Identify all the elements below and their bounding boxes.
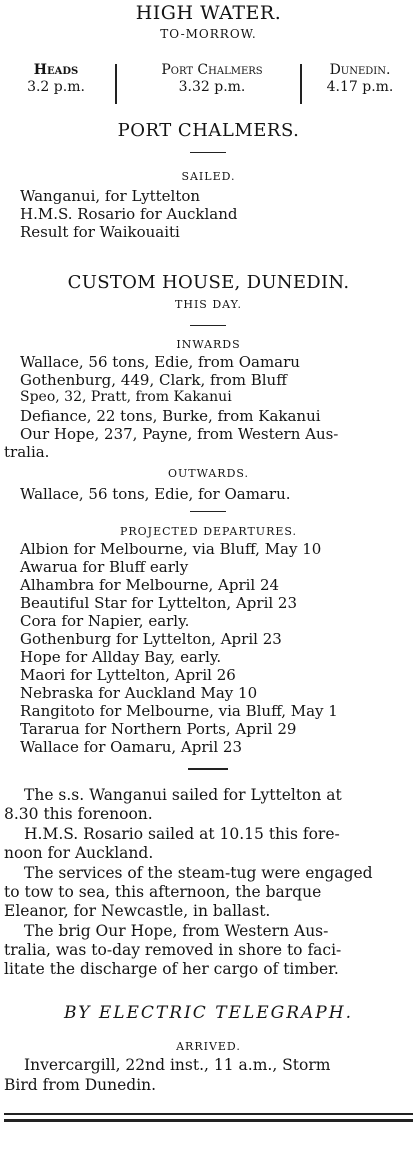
tide-divider: [300, 64, 302, 104]
tide-heads-time: 3.2 p.m.: [27, 79, 85, 95]
projected-item: Maori for Lyttelton, April 26: [20, 666, 236, 684]
projected-item: Hope for Allday Bay, early.: [20, 648, 222, 666]
news-paragraph-line: tralia, was to-day removed in shore to faci-: [4, 941, 342, 959]
divider: [190, 325, 226, 326]
tide-dunedin-time: 4.17 p.m.: [326, 79, 394, 95]
divider: [190, 152, 226, 153]
closing-rule: [4, 1119, 413, 1122]
projected-item: Awarua for Bluff early: [20, 558, 189, 576]
projected-item: Wallace for Oamaru, April 23: [20, 738, 242, 756]
sailed-heading: SAILED.: [181, 170, 236, 183]
projected-heading: PROJECTED DEPARTURES.: [119, 525, 298, 538]
tide-divider: [115, 64, 117, 104]
tide-dunedin: [306, 62, 414, 96]
projected-item: Albion for Melbourne, via Bluff, May 10: [20, 540, 322, 558]
closing-rule: [4, 1113, 413, 1115]
outwards-heading: OUTWARDS.: [167, 467, 250, 480]
divider: [188, 768, 228, 770]
news-paragraph-line: The s.s. Wanganui sailed for Lyttelton at: [24, 786, 342, 804]
custom-house-title: CUSTOM HOUSE, DUNEDIN.: [67, 272, 350, 293]
telegraph-title: BY ELECTRIC TELEGRAPH.: [64, 1003, 353, 1023]
inwards-item: Speo, 32, Pratt, from Kakanui: [20, 389, 232, 405]
high-water-title: HIGH WATER.: [135, 2, 282, 24]
inwards-item: Defiance, 22 tons, Burke, from Kakanui: [20, 407, 321, 425]
projected-item: Tararua for Northern Ports, April 29: [20, 720, 297, 738]
tide-port-chalmers-label: Port Chalmers: [161, 62, 263, 78]
arrived-heading: ARRIVED.: [176, 1040, 241, 1053]
tide-port-chalmers: [122, 62, 302, 96]
news-paragraph-line: H.M.S. Rosario sailed at 10.15 this fore-: [24, 825, 340, 843]
sailed-item: Wanganui, for Lyttelton: [20, 187, 201, 205]
tide-port-chalmers-time: 3.32 p.m.: [178, 79, 246, 95]
tide-heads: [12, 62, 100, 96]
telegraph-line: Invercargill, 22nd inst., 11 a.m., Storm: [24, 1056, 331, 1074]
tide-heads-label: Heads: [33, 62, 79, 78]
projected-item: Rangitoto for Melbourne, via Bluff, May 1: [20, 702, 338, 720]
inwards-item: tralia.: [4, 443, 50, 461]
news-paragraph-line: Eleanor, for Newcastle, in ballast.: [4, 902, 271, 920]
inwards-heading: INWARDS: [176, 338, 241, 351]
inwards-item: Gothenburg, 449, Clark, from Bluff: [20, 371, 287, 389]
projected-item: Nebraska for Auckland May 10: [20, 684, 258, 702]
sailed-item: H.M.S. Rosario for Auckland: [20, 205, 238, 223]
projected-item: Cora for Napier, early.: [20, 612, 190, 630]
port-chalmers-title: PORT CHALMERS.: [117, 120, 300, 141]
high-water-subtitle: TO-MORROW.: [160, 27, 257, 41]
news-paragraph-line: noon for Auckland.: [4, 844, 154, 862]
outwards-item: Wallace, 56 tons, Edie, for Oamaru.: [20, 485, 291, 503]
projected-item: Gothenburg for Lyttelton, April 23: [20, 630, 282, 648]
projected-item: Alhambra for Melbourne, April 24: [20, 576, 280, 594]
inwards-item: Our Hope, 237, Payne, from Western Aus-: [20, 425, 339, 443]
sailed-item: Result for Waikouaiti: [20, 223, 180, 241]
news-paragraph-line: The services of the steam-tug were engaged: [24, 864, 373, 882]
inwards-item: Wallace, 56 tons, Edie, from Oamaru: [20, 353, 300, 371]
news-paragraph-line: to tow to sea, this afternoon, the barque: [4, 883, 322, 901]
news-paragraph-line: 8.30 this forenoon.: [4, 805, 153, 823]
projected-item: Beautiful Star for Lyttelton, April 23: [20, 594, 298, 612]
news-paragraph-line: The brig Our Hope, from Western Aus-: [24, 922, 329, 940]
custom-house-subtitle: THIS DAY.: [175, 298, 242, 311]
tide-dunedin-label: Dunedin.: [329, 62, 391, 78]
telegraph-line: Bird from Dunedin.: [4, 1076, 157, 1094]
news-paragraph-line: litate the discharge of her cargo of timber.: [4, 960, 339, 978]
divider: [190, 511, 226, 512]
